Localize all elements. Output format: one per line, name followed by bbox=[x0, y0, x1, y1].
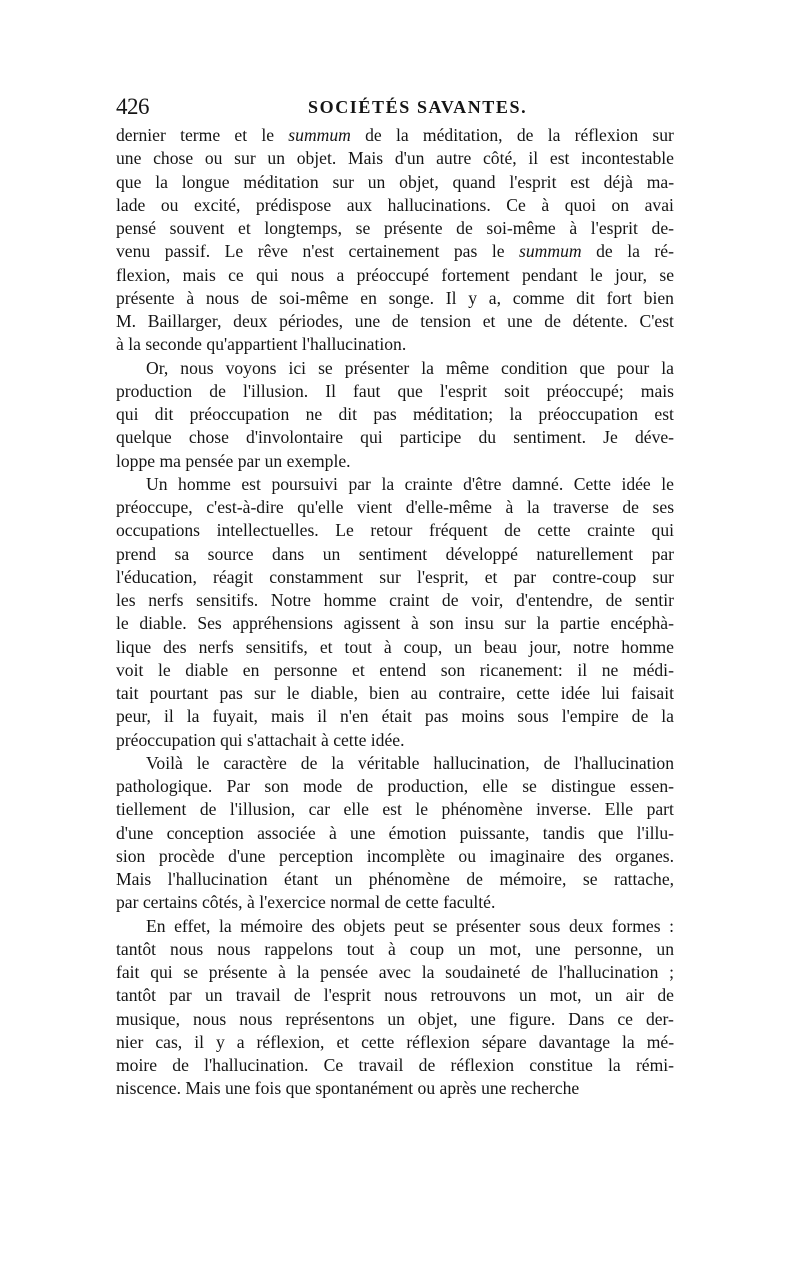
text-line: lique des nerfs sensitifs, et tout à coup, un beau jour, notre homme bbox=[116, 636, 674, 657]
text-line: Un homme est poursuivi par la crainte d'être damné. Cette idée le bbox=[146, 473, 674, 494]
text-line: Or, nous voyons ici se présenter la même condition que pour la bbox=[146, 357, 674, 378]
text-line: le diable. Ses appréhensions agissent à son insu sur la partie encéphà- bbox=[116, 613, 674, 634]
text-line: musique, nous nous représentons un objet, une figure. Dans ce der- bbox=[116, 1008, 674, 1029]
page-number: 426 bbox=[116, 94, 149, 119]
text-line: préoccupe, c'est-à-dire qu'elle vient d'elle-même à la traverse de ses bbox=[116, 497, 675, 517]
text-line: pensé souvent et longtemps, se présente de soi-même à l'esprit de- bbox=[116, 218, 675, 238]
text-line: par certains côtés, à l'exercice normal de cette faculté. bbox=[116, 892, 496, 913]
text-line: une chose ou sur un objet. Mais d'un autre côté, il est incontestable bbox=[116, 148, 674, 169]
text-line: quelque chose d'involontaire qui participe du sentiment. Je déve- bbox=[116, 427, 675, 448]
paragraph bbox=[116, 752, 674, 915]
text-line: l'éducation, réagit constamment sur l'esprit, et par contre-coup sur bbox=[116, 566, 675, 587]
text-line: venu passif. Le rêve n'est certainement pas le summum de la ré- bbox=[116, 241, 674, 262]
text-line: Mais l'hallucination étant un phénomène de mémoire, se rattache, bbox=[116, 869, 675, 889]
paragraph bbox=[116, 357, 674, 473]
text-line: lade ou excité, prédispose aux hallucinations. Ce à quoi on avai bbox=[116, 194, 674, 215]
text-line: présente à nous de soi-même en songe. Il y a, comme dit fort bien bbox=[116, 287, 674, 308]
text-line: tait pourtant pas sur le diable, bien au contraire, cette idée lui faisait bbox=[116, 683, 674, 703]
text-line: tiellement de l'illusion, car elle est le phénomène inverse. Elle part bbox=[116, 799, 674, 820]
text-line: préoccupation qui s'attachait à cette idée. bbox=[116, 729, 405, 750]
body-text bbox=[116, 124, 674, 1101]
text-line: loppe ma pensée par un exemple. bbox=[116, 450, 351, 471]
text-line: moire de l'hallucination. Ce travail de réflexion constitue la rémi- bbox=[116, 1055, 675, 1075]
running-head bbox=[116, 94, 676, 124]
text-line: M. Baillarger, deux périodes, une de tension et une de détente. C'est bbox=[116, 311, 674, 331]
text-line: production de l'illusion. Il faut que l'esprit soit préoccupé; mais bbox=[116, 380, 675, 401]
text-line: qui dit préoccupation ne dit pas méditation; la préoccupation est bbox=[116, 404, 674, 424]
paragraph bbox=[116, 473, 674, 752]
text-line: fait qui se présente à la pensée avec la soudaineté de l'hallucination ; bbox=[116, 962, 675, 982]
text-line: sion procède d'une perception incomplète ou imaginaire des organes. bbox=[116, 845, 675, 866]
text-line: les nerfs sensitifs. Notre homme craint de voir, d'entendre, de sentir bbox=[116, 590, 675, 610]
text-line: d'une conception associée à une émotion puissante, tandis que l'illu- bbox=[116, 822, 675, 843]
text-line: nier cas, il y a réflexion, et cette réflexion sépare davantage la mé- bbox=[116, 1031, 675, 1052]
text-line: dernier terme et le summum de la méditation, de la réflexion sur bbox=[116, 125, 674, 145]
text-line: que la longue méditation sur un objet, quand l'esprit est déjà ma- bbox=[116, 171, 675, 192]
paragraph bbox=[116, 124, 674, 357]
text-line: Voilà le caractère de la véritable hallucination, de l'hallucination bbox=[146, 752, 675, 773]
running-title: SOCIÉTÉS SAVANTES. bbox=[308, 97, 528, 117]
text-line: tantôt nous nous rappelons tout à coup un mot, une personne, un bbox=[116, 938, 674, 959]
text-line: niscence. Mais une fois que spontanément ou après une recherche bbox=[116, 1078, 580, 1099]
text-line: voit le diable en personne et entend son ricanement: il ne médi- bbox=[116, 659, 674, 680]
text-line: tantôt par un travail de l'esprit nous retrouvons un mot, un air de bbox=[116, 985, 674, 1006]
text-line: peur, il la fuyait, mais il n'en était pas moins sous l'empire de la bbox=[116, 706, 674, 727]
text-line: En effet, la mémoire des objets peut se présenter sous deux formes : bbox=[146, 915, 675, 936]
text-line: à la seconde qu'appartient l'hallucination. bbox=[116, 334, 407, 355]
text-line: flexion, mais ce qui nous a préoccupé fortement pendant le jour, se bbox=[116, 264, 675, 285]
text-line: pathologique. Par son mode de production, elle se distingue essen- bbox=[116, 776, 674, 796]
text-line: prend sa source dans un sentiment développé naturellement par bbox=[116, 543, 675, 564]
text-line: occupations intellectuelles. Le retour fréquent de cette crainte qui bbox=[116, 520, 675, 541]
paragraph bbox=[116, 915, 674, 1101]
